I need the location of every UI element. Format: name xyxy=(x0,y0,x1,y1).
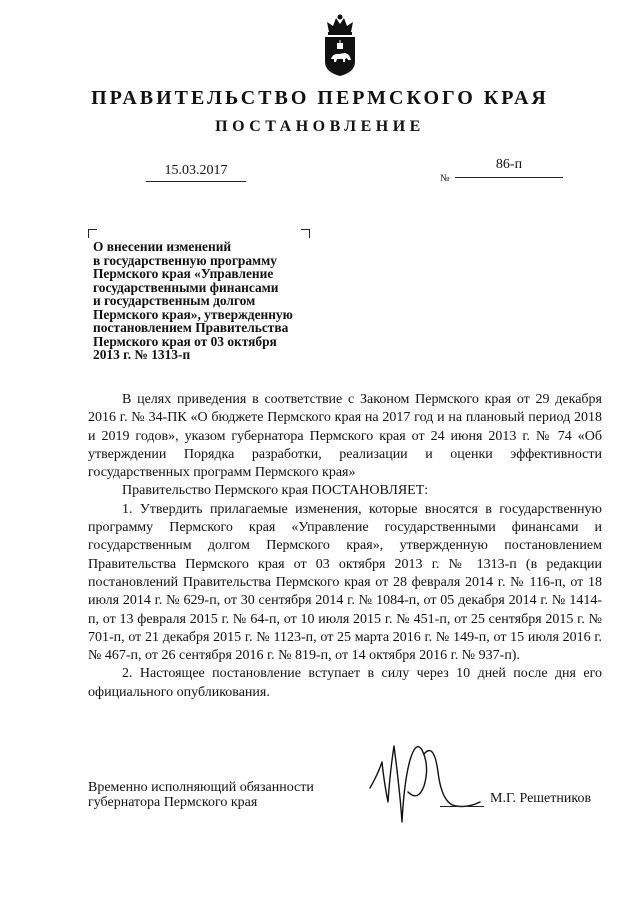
government-title: ПРАВИТЕЛЬСТВО ПЕРМСКОГО КРАЯ xyxy=(91,87,549,109)
body-paragraph-preamble: В целях приведения в соответствие с Законом Пермского края от 29 декабря 2016 г. № 34-ПК «О бюджете Пермского края на 2017 год и на плановый период 2018 и 2019 годов», указом губернатора Пермского края от 24 июня 2013 г. № 74 «Об утверждении Порядка разработки, реализации и оценки эффективности государственных программ Пермского края» xyxy=(88,392,602,481)
perm-krai-coat-of-arms-icon xyxy=(321,12,359,78)
number-sign: № xyxy=(440,173,450,184)
subject-line: Пермского края от 03 октября xyxy=(93,333,277,349)
handwritten-signature-icon xyxy=(364,732,489,824)
subject-line: Пермского края», утвержденную xyxy=(93,306,293,322)
document-body xyxy=(88,391,602,702)
subject-line: О внесении изменений xyxy=(93,239,232,254)
subject-line: и государственным долгом xyxy=(93,293,256,308)
signatory-position-line: губернатора Пермского края xyxy=(88,795,258,810)
document-subject xyxy=(93,240,333,362)
subject-line: постановлением Правительства xyxy=(93,320,289,335)
document-number: 86-п xyxy=(455,157,563,178)
corner-bracket-left xyxy=(88,229,97,238)
signatory-name: М.Г. Решетников xyxy=(490,791,592,806)
subject-line: Пермского края «Управление xyxy=(93,266,274,281)
subject-line: в государственную программу xyxy=(93,252,277,268)
signatory-position-line: Временно исполняющий обязанности xyxy=(88,780,314,795)
document-type: ПОСТАНОВЛЕНИЕ xyxy=(215,118,425,135)
subject-line: 2013 г. № 1313-п xyxy=(93,347,191,362)
body-paragraph-item-2: 2. Настоящее постановление вступает в силу через 10 дней после дня его официального опубликования. xyxy=(88,666,602,700)
body-paragraph-resolves: Правительство Пермского края ПОСТАНОВЛЯЕТ: xyxy=(122,483,429,499)
document-date: 15.03.2017 xyxy=(146,163,246,182)
body-paragraph-item-1: 1. Утвердить прилагаемые изменения, которые вносятся в государственную программу Пермского края «Управление государственными финансами и государственным долгом Пермского края», утвержденную постановлением Правительства Пермского края от 03 октября 2013 г. № 1313-п (в редакции постановлений Правительства Пермского края от 28 февраля 2014 г. № 116-п, от 18 июля 2014 г. № 629-п, от 30 сентября 2014 г. № 1084-п, от 05 декабря 2014 г. № 1414-п, от 13 февраля 2015 г. № 64-п, от 10 июля 2015 г. № 451-п, от 25 сентября 2015 г. № 701-п, от 21 декабря 2015 г. № 1123-п, от 25 марта 2016 г. № 149-п, от 15 июля 2016 г. № 467-п, от 26 сентября 2016 г. № 819-п, от 14 октября 2016 г. № 937-п). xyxy=(88,501,602,664)
signatory-position xyxy=(88,780,368,810)
subject-line: государственными финансами xyxy=(93,279,279,295)
corner-bracket-right xyxy=(301,229,310,238)
signature-underline xyxy=(440,806,484,807)
